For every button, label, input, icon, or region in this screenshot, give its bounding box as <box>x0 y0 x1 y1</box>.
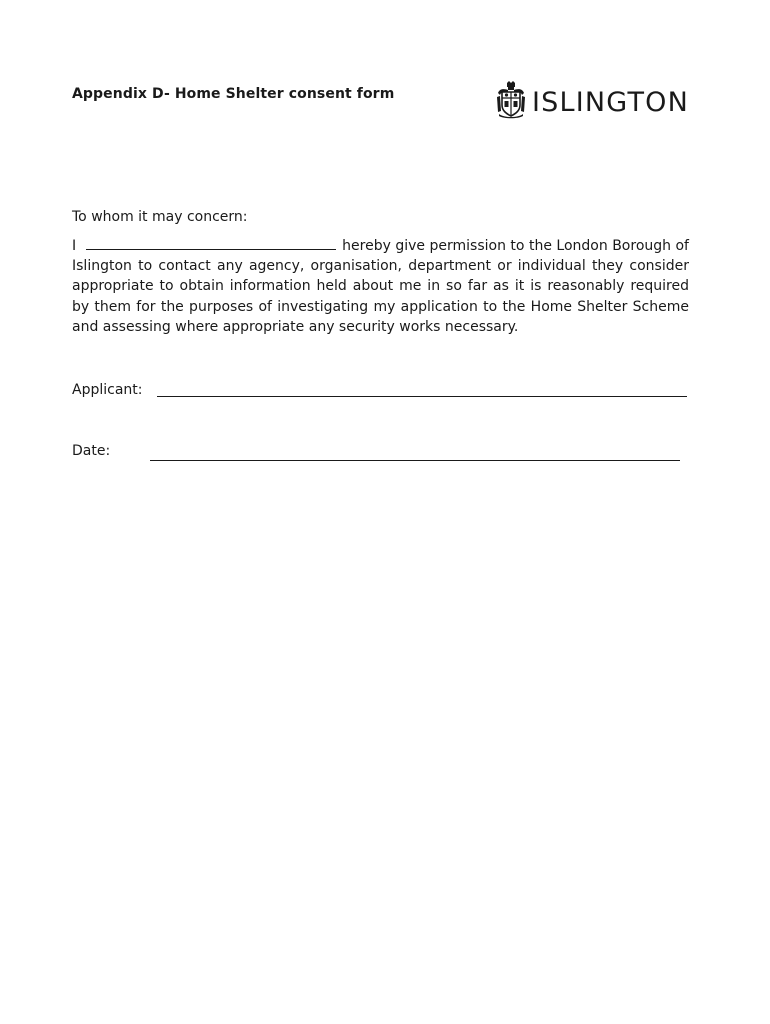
applicant-signature-line[interactable] <box>157 382 687 397</box>
page-title: Appendix D- Home Shelter consent form <box>72 86 395 102</box>
salutation: To whom it may concern: <box>72 209 248 225</box>
islington-logo <box>496 80 689 120</box>
applicant-label: Applicant: <box>72 382 143 398</box>
logo-wordmark: ISLINGTON <box>532 86 690 118</box>
date-label: Date: <box>72 443 111 459</box>
council-crest-icon <box>496 81 526 119</box>
date-field-row <box>72 443 680 459</box>
applicant-field-row <box>72 382 687 398</box>
consent-prefix: I <box>72 238 77 254</box>
consent-text: hereby give permission to the London Borough of Islington to contact any agency, organisation, department or individual they consider appropriate to obtain information held about me in so far as it is reasonably required by them for the purposes of investigating my application to the Home Shelter Scheme and assessing where appropriate any security works necessary. <box>72 238 689 335</box>
date-line[interactable] <box>150 446 680 461</box>
name-blank-line[interactable] <box>86 237 336 250</box>
consent-paragraph <box>72 236 689 337</box>
